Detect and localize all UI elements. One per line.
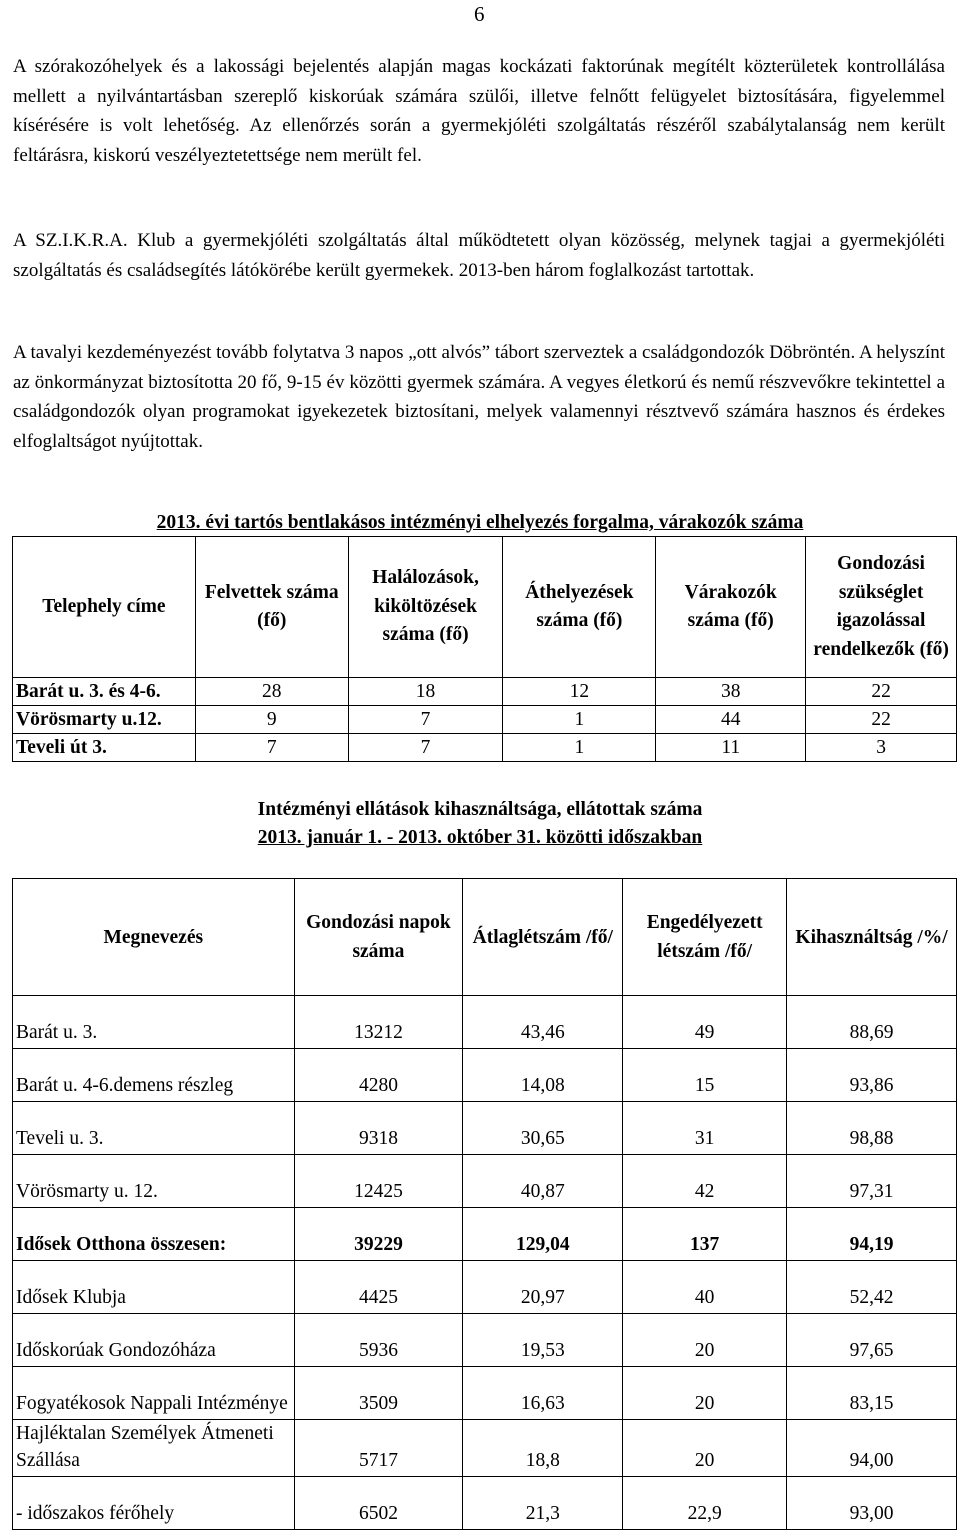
table-cell: 5717 <box>294 1420 463 1477</box>
table-cell: Idősek Klubja <box>13 1261 295 1314</box>
table-row <box>13 1049 957 1102</box>
table-cell: 3 <box>806 734 957 762</box>
table-cell: 9318 <box>294 1102 463 1155</box>
column-header: Átlaglétszám /fő/ <box>463 879 623 996</box>
table-cell: 14,08 <box>463 1049 623 1102</box>
table-cell: 22,9 <box>623 1477 787 1530</box>
table-cell: Teveli út 3. <box>13 734 196 762</box>
table-cell: 129,04 <box>463 1208 623 1261</box>
table-cell: Hajléktalan Személyek Átmeneti Szállása <box>13 1420 295 1477</box>
table-cell: 9 <box>195 706 348 734</box>
table1-title <box>0 509 960 537</box>
institutional-utilization-table <box>12 878 957 1530</box>
table-cell: 31 <box>623 1102 787 1155</box>
table-cell: 40,87 <box>463 1155 623 1208</box>
table-cell: 22 <box>806 706 957 734</box>
table-cell: 5936 <box>294 1314 463 1367</box>
column-header: Áthelyezések száma (fő) <box>503 537 656 678</box>
table-row <box>13 1102 957 1155</box>
table-cell: 18 <box>348 678 503 706</box>
table-cell: 20 <box>623 1420 787 1477</box>
table-cell: 52,42 <box>787 1261 957 1314</box>
table-cell: 30,65 <box>463 1102 623 1155</box>
column-header: Halálozások, kiköltözések száma (fő) <box>348 537 503 678</box>
table-cell: 38 <box>656 678 806 706</box>
table-cell: 88,69 <box>787 996 957 1049</box>
table-cell: Fogyatékosok Nappali Intézménye <box>13 1367 295 1420</box>
table-header-row <box>13 879 957 996</box>
table-row <box>13 996 957 1049</box>
table-cell: Idősek Otthona összesen: <box>13 1208 295 1261</box>
column-header: Telephely címe <box>13 537 196 678</box>
table-cell: Vörösmarty u. 12. <box>13 1155 295 1208</box>
table-row <box>13 1261 957 1314</box>
table2-title <box>0 796 960 852</box>
column-header: Várakozók száma (fő) <box>656 537 806 678</box>
table-cell: 4280 <box>294 1049 463 1102</box>
table-cell: 40 <box>623 1261 787 1314</box>
table-cell: 1 <box>503 734 656 762</box>
table-header-row <box>13 537 957 678</box>
table-cell: 20 <box>623 1314 787 1367</box>
column-header: Gondozási szükséglet igazolással rendelkezők (fő) <box>806 537 957 678</box>
table-cell: Vörösmarty u.12. <box>13 706 196 734</box>
table-cell: 19,53 <box>463 1314 623 1367</box>
table2-title-line1: Intézményi ellátások kihasználtsága, ellátottak száma <box>257 799 703 820</box>
table-cell: 7 <box>348 706 503 734</box>
paragraph-szikra-club: A SZ.I.K.R.A. Klub a gyermekjóléti szolgáltatás által működtetett olyan közösség, melynek tagjai a gyermekjóléti szolgáltatás és családsegítés látókörébe került gyermekek. 2013-ben három foglalkozást tartottak. <box>13 230 945 281</box>
table-cell: 137 <box>623 1208 787 1261</box>
table-row-total <box>13 1208 957 1261</box>
table-cell: 1 <box>503 706 656 734</box>
table-cell: 21,3 <box>463 1477 623 1530</box>
table-cell: 28 <box>195 678 348 706</box>
table-cell: Barát u. 3. <box>13 996 295 1049</box>
table-cell: 44 <box>656 706 806 734</box>
table-cell: 4425 <box>294 1261 463 1314</box>
table-cell: 94,00 <box>787 1420 957 1477</box>
table-cell: 16,63 <box>463 1367 623 1420</box>
table-cell: 93,86 <box>787 1049 957 1102</box>
table-cell: 20 <box>623 1367 787 1420</box>
table-cell: 15 <box>623 1049 787 1102</box>
column-header: Kihasználtság /%/ <box>787 879 957 996</box>
table-cell: 22 <box>806 678 957 706</box>
table-cell: 7 <box>195 734 348 762</box>
column-header: Gondozási napok száma <box>294 879 463 996</box>
table-row <box>13 1314 957 1367</box>
table-row <box>13 706 957 734</box>
table-cell: Barát u. 4-6.demens részleg <box>13 1049 295 1102</box>
table-cell: 93,00 <box>787 1477 957 1530</box>
table-row <box>13 1155 957 1208</box>
table-row <box>13 1420 957 1477</box>
table-cell: 13212 <box>294 996 463 1049</box>
paragraph-entertainment-venues: A szórakozóhelyek és a lakossági bejelentés alapján magas kockázati faktorúnak megítélt közterületek kontrollálása mellett a nyilvántartásban szereplő kiskorúak számára szülői, illetve felnőtt felügyelet biztosítására, figyelemmel kísérésére is volt lehetőség. Az ellenőrzés során a gyermekjóléti szolgáltatás részéről szabálytalanság nem került feltárásra, kiskorú veszélyeztetettsége nem merült fel. <box>13 56 945 166</box>
table-row <box>13 1477 957 1530</box>
table-cell: 18,8 <box>463 1420 623 1477</box>
table-cell: 43,46 <box>463 996 623 1049</box>
table-cell: 97,31 <box>787 1155 957 1208</box>
table-cell: 11 <box>656 734 806 762</box>
table-cell: 98,88 <box>787 1102 957 1155</box>
table-cell: Barát u. 3. és 4-6. <box>13 678 196 706</box>
column-header: Felvettek száma (fő) <box>195 537 348 678</box>
table-cell: 97,65 <box>787 1314 957 1367</box>
table-row <box>13 678 957 706</box>
column-header: Megnevezés <box>13 879 295 996</box>
table-cell: Időskorúak Gondozóháza <box>13 1314 295 1367</box>
table-cell: Teveli u. 3. <box>13 1102 295 1155</box>
table2-title-line2: 2013. január 1. - 2013. október 31. közötti időszakban <box>257 827 703 848</box>
paragraph-camp: A tavalyi kezdeményezést tovább folytatva 3 napos „ott alvós” tábort szerveztek a családgondozók Döbröntén. A helyszínt az önkormányzat biztosította 20 fő, 9-15 év közötti gyermek számára. A vegyes életkorú és nemű részvevőkre tekintettel a családgondozók olyan programokat igyekezetek biztosítani, melyek valamennyi résztvevő számára hasznos és érdekes elfoglaltságot nyújtottak. <box>13 342 945 452</box>
table-cell: 3509 <box>294 1367 463 1420</box>
table-cell: 94,19 <box>787 1208 957 1261</box>
table-cell: 49 <box>623 996 787 1049</box>
table1-title-text: 2013. évi tartós bentlakásos intézményi elhelyezés forgalma, várakozók száma <box>156 512 804 533</box>
table-cell: 42 <box>623 1155 787 1208</box>
table-cell: 39229 <box>294 1208 463 1261</box>
table-cell: - időszakos férőhely <box>13 1477 295 1530</box>
table-cell: 83,15 <box>787 1367 957 1420</box>
table-cell: 7 <box>348 734 503 762</box>
page-number: 6 <box>474 2 485 26</box>
residential-placement-table <box>12 536 957 762</box>
table-cell: 12 <box>503 678 656 706</box>
table-cell: 12425 <box>294 1155 463 1208</box>
table-row <box>13 734 957 762</box>
table-cell: 20,97 <box>463 1261 623 1314</box>
table-row <box>13 1367 957 1420</box>
column-header: Engedélyezett létszám /fő/ <box>623 879 787 996</box>
table-cell: 6502 <box>294 1477 463 1530</box>
